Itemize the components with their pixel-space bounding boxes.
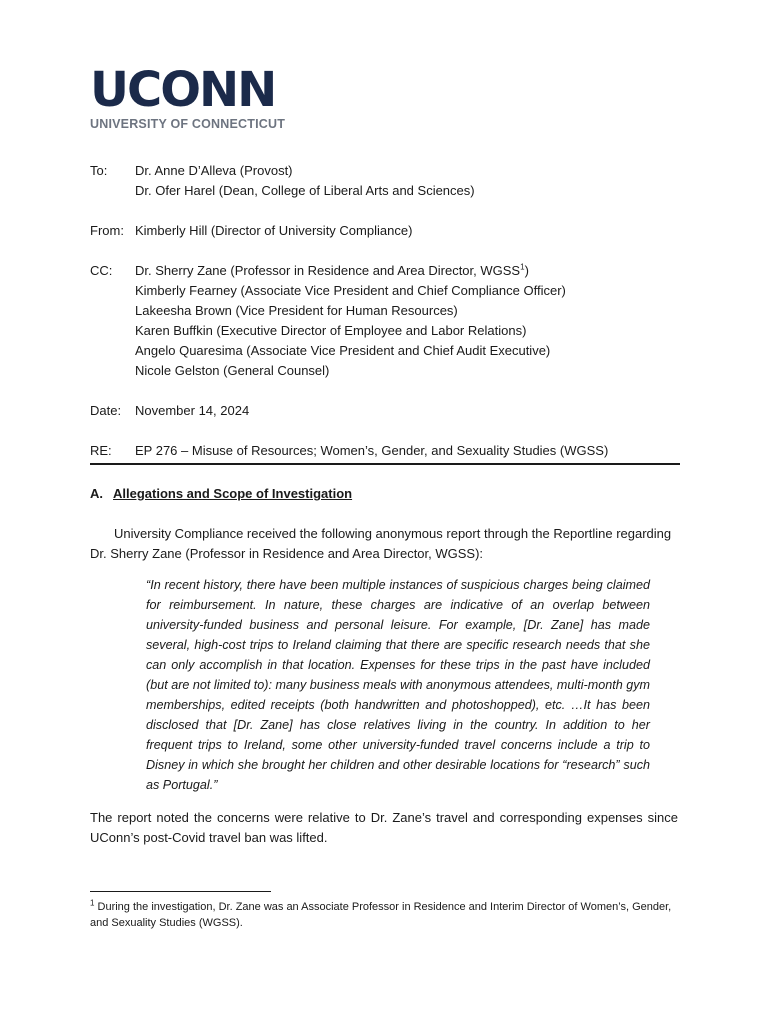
footnote-number: 1 [90,898,95,908]
footnote-marker: 1 [520,262,525,272]
cc-label: CC: [90,263,113,278]
to-recipient: Dr. Ofer Harel (Dean, College of Liberal Arts and Sciences) [135,183,475,198]
section-letter: A. [90,486,103,501]
section-title: Allegations and Scope of Investigation [113,486,353,501]
footnote [90,899,678,931]
date-value: November 14, 2024 [135,403,250,418]
footnote-text: During the investigation, Dr. Zane was an Associate Professor in Residence and Interim Director of Women’s, Gender, and Sexuality Studies (WGSS). [90,901,672,929]
header-divider [90,463,680,465]
cc-recipient: Karen Buffkin (Executive Director of Employee and Labor Relations) [135,323,527,338]
logo-wordmark: UCONN [90,62,276,118]
logo-subtitle: UNIVERSITY OF CONNECTICUT [90,117,286,131]
from-label: From: [90,223,124,238]
to-row [90,161,680,201]
memo-header [90,161,680,461]
followup-paragraph: The report noted the concerns were relative to Dr. Zane’s travel and corresponding expenses since UConn’s post-Covid travel ban was lifted. [90,810,678,845]
cc-recipient: Nicole Gelston (General Counsel) [135,363,330,378]
cc-recipient: Angelo Quaresima (Associate Vice President and Chief Audit Executive) [135,343,551,358]
date-row [90,401,680,421]
to-label: To: [90,163,108,178]
cc-recipient: Dr. Sherry Zane (Professor in Residence and Area Director, WGSS$^1$) [135,262,529,278]
intro-line: University Compliance received the following anonymous report through the Reportline regarding [114,526,672,541]
intro-line: Dr. Sherry Zane (Professor in Residence and Area Director, WGSS): [90,546,484,561]
to-recipient: Dr. Anne D’Alleva (Provost) [135,163,293,178]
re-label: RE: [90,443,112,458]
cc-recipient: Kimberly Fearney (Associate Vice President and Chief Compliance Officer) [135,283,566,298]
from-row [90,221,680,241]
date-label: Date: [90,403,122,418]
cc-recipient: Lakeesha Brown (Vice President for Human Resources) [135,303,458,318]
intro-paragraph [90,524,678,564]
cc-row [90,261,680,381]
report-quote: “In recent history, there have been multiple instances of suspicious charges being claimed for reimbursement. In nature, these charges are indicative of an overlap between university-funded business and personal leisure. For example, [Dr. Zane] has made several, high-cost trips to Ireland claiming that there are specific research needs that she can only accomplish in that location. Expenses for these trips in the past have included (but are not limited to): many business meals with anonymous attendees, multi-month gym memberships, edited receipts (both handwritten and photoshopped), etc. …It has been disclosed that [Dr. Zane] has close relatives living in the country. In addition to her frequent trips to Ireland, some other university-funded travel concerns include a trip to Disney in which she brought her children and other desirable locations for “research” such as Portugal.” [146,578,650,792]
uconn-logo [90,62,286,131]
re-value: EP 276 – Misuse of Resources; Women’s, Gender, and Sexuality Studies (WGSS) [135,443,609,458]
re-row [90,441,680,461]
from-value: Kimberly Hill (Director of University Compliance) [135,223,413,238]
section-heading [90,484,352,504]
footnote-divider [90,891,271,892]
